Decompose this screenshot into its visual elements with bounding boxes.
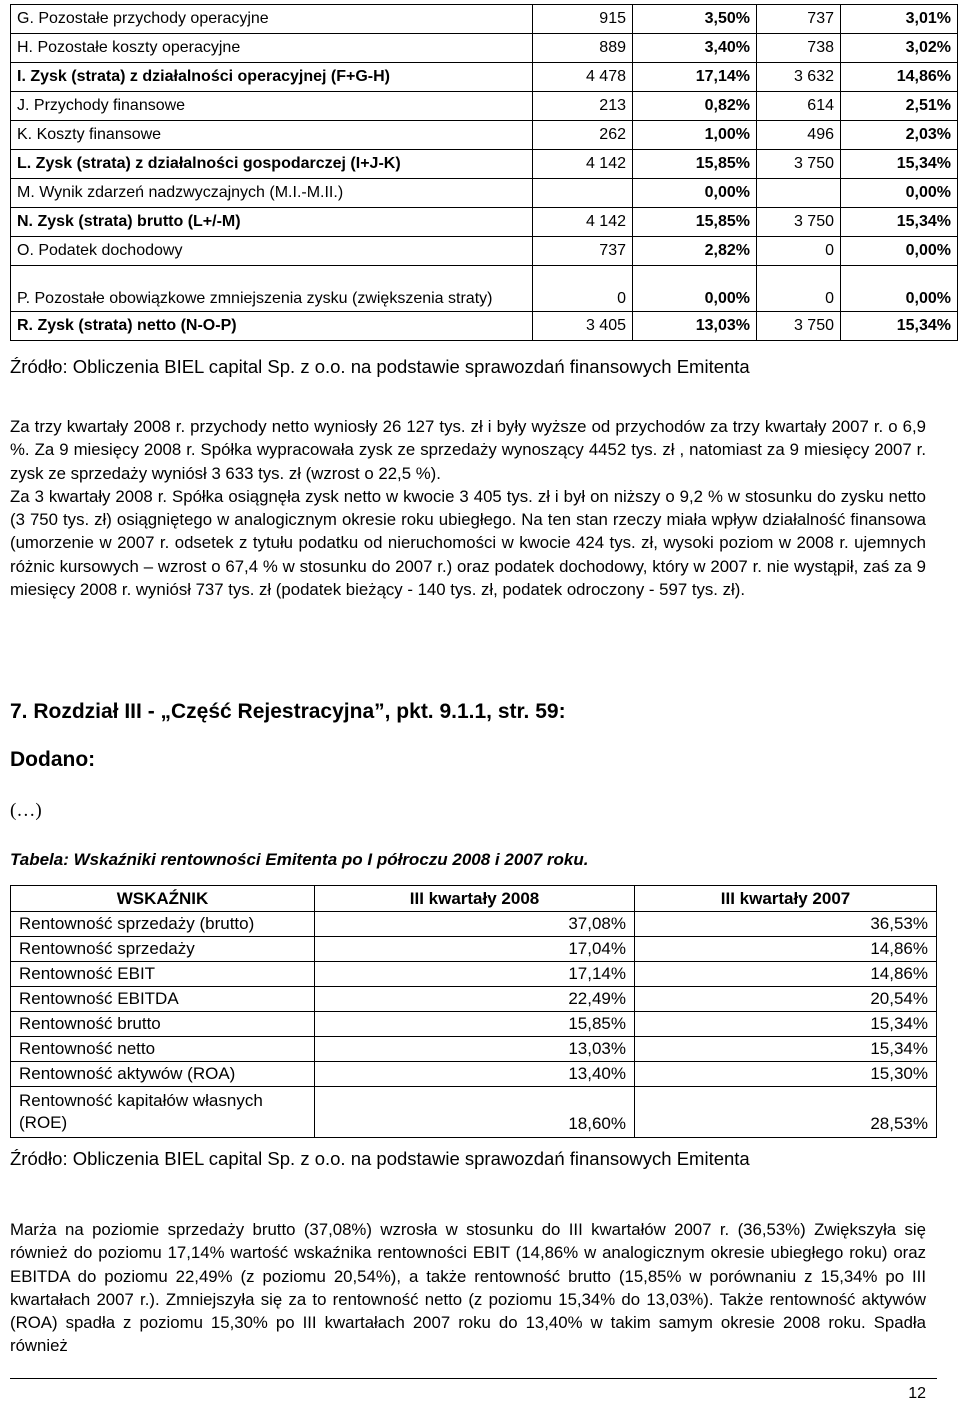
value-2007: 3 750	[757, 312, 841, 341]
share-2008: 15,85%	[633, 208, 757, 237]
table-header-row	[11, 886, 937, 912]
value-2007: 738	[757, 34, 841, 63]
table-row	[11, 63, 958, 92]
table-row	[11, 34, 958, 63]
share-2008: 13,03%	[633, 312, 757, 341]
results-paragraph	[10, 415, 926, 601]
indicator-name: Rentowność kapitałów własnych (ROE)	[11, 1087, 315, 1138]
value-2007: 496	[757, 121, 841, 150]
table-row	[11, 266, 958, 312]
value-2008: 3 405	[533, 312, 633, 341]
value-2007: 14,86%	[635, 937, 937, 962]
value-2007: 15,34%	[635, 1012, 937, 1037]
value-2007: 15,34%	[635, 1037, 937, 1062]
value-2008: 889	[533, 34, 633, 63]
value-2007	[757, 179, 841, 208]
paragraph-line: Za 3 kwartały 2008 r. Spółka osiągnęła zysk netto w kwocie 3 405 tys. zł i był on niższy o 9,2 % w stosunku do zysku netto (3 750 tys. zł) osiągniętego w analogicznym okresie roku ubiegłego. Na ten stan rzeczy miała wpływ działalność finansowa (umorzenie w 2007 r. odsetek z tytułu podatku od nieruchomości w kwocie 424 tys. zł, wysoki poziom w 2008 r. ujemnych różnic kursowych – wzrost o 67,4 % w stosunku do 2007 r.) oraz podatek dochodowy, który w 2007 r. nie wystąpił, zaś za 9 miesięcy 2008 r. wyniósł 737 tys. zł (podatek bieżący - 140 tys. zł, podatek odroczony - 597 tys. zł).	[10, 486, 926, 600]
table-row	[11, 987, 937, 1012]
share-2008: 0,82%	[633, 92, 757, 121]
share-2008: 1,00%	[633, 121, 757, 150]
row-label: H. Pozostałe koszty operacyjne	[11, 34, 533, 63]
share-2008: 3,50%	[633, 5, 757, 34]
added-label: Dodano:	[10, 748, 96, 771]
value-2008: 17,14%	[315, 962, 635, 987]
share-2007: 0,00%	[841, 179, 958, 208]
value-2008: 4 478	[533, 63, 633, 92]
table-row	[11, 1062, 937, 1087]
value-2007: 14,86%	[635, 962, 937, 987]
share-2008: 3,40%	[633, 34, 757, 63]
value-2007: 28,53%	[635, 1087, 937, 1138]
value-2008: 262	[533, 121, 633, 150]
source-note: Źródło: Obliczenia BIEL capital Sp. z o.o. na podstawie sprawozdań finansowych Emitenta	[10, 1148, 750, 1169]
value-2007: 737	[757, 5, 841, 34]
indicator-name: Rentowność sprzedaży	[11, 937, 315, 962]
value-2007: 0	[757, 266, 841, 312]
row-label: R. Zysk (strata) netto (N-O-P)	[11, 312, 533, 341]
value-2008: 37,08%	[315, 912, 635, 937]
share-2007: 3,02%	[841, 34, 958, 63]
table-row	[11, 937, 937, 962]
profitability-table	[10, 885, 937, 1138]
footer-rule	[10, 1378, 937, 1379]
share-2007: 15,34%	[841, 312, 958, 341]
row-label: L. Zysk (strata) z działalności gospodarczej (I+J-K)	[11, 150, 533, 179]
section-heading: 7. Rozdział III - „Część Rejestracyjna”, pkt. 9.1.1, str. 59:	[10, 700, 566, 723]
table-row	[11, 962, 937, 987]
source-note: Źródło: Obliczenia BIEL capital Sp. z o.o. na podstawie sprawozdań finansowych Emitenta	[10, 356, 750, 377]
table-row	[11, 1012, 937, 1037]
omission-marker: (…)	[10, 800, 42, 821]
value-2008: 22,49%	[315, 987, 635, 1012]
table-row	[11, 92, 958, 121]
indicator-name: Rentowność brutto	[11, 1012, 315, 1037]
table-row	[11, 121, 958, 150]
share-2007: 15,34%	[841, 150, 958, 179]
table-row	[11, 179, 958, 208]
share-2007: 0,00%	[841, 266, 958, 312]
value-2007: 20,54%	[635, 987, 937, 1012]
row-label: M. Wynik zdarzeń nadzwyczajnych (M.I.-M.II.)	[11, 179, 533, 208]
value-2007: 3 632	[757, 63, 841, 92]
value-2008: 4 142	[533, 150, 633, 179]
share-2007: 0,00%	[841, 237, 958, 266]
share-2007: 15,34%	[841, 208, 958, 237]
value-2008: 15,85%	[315, 1012, 635, 1037]
value-2008: 213	[533, 92, 633, 121]
table-row	[11, 1037, 937, 1062]
table-row	[11, 5, 958, 34]
row-label: I. Zysk (strata) z działalności operacyjnej (F+G-H)	[11, 63, 533, 92]
table-row	[11, 1087, 937, 1138]
row-label: O. Podatek dochodowy	[11, 237, 533, 266]
value-2008: 13,40%	[315, 1062, 635, 1087]
row-label: J. Przychody finansowe	[11, 92, 533, 121]
share-2008: 0,00%	[633, 179, 757, 208]
table-caption: Tabela: Wskaźniki rentowności Emitenta po I półroczu 2008 i 2007 roku.	[10, 850, 589, 869]
table-row	[11, 208, 958, 237]
value-2008: 17,04%	[315, 937, 635, 962]
value-2007: 3 750	[757, 208, 841, 237]
column-header: III kwartały 2007	[635, 886, 937, 912]
value-2008: 737	[533, 237, 633, 266]
share-2008: 0,00%	[633, 266, 757, 312]
indicator-name: Rentowność netto	[11, 1037, 315, 1062]
table-row	[11, 237, 958, 266]
page-number: 12	[908, 1385, 926, 1402]
value-2008: 13,03%	[315, 1037, 635, 1062]
indicator-name: Rentowność EBITDA	[11, 987, 315, 1012]
income-statement-table	[10, 4, 958, 341]
share-2007: 14,86%	[841, 63, 958, 92]
table-row	[11, 150, 958, 179]
row-label: G. Pozostałe przychody operacyjne	[11, 5, 533, 34]
share-2007: 2,51%	[841, 92, 958, 121]
table-row	[11, 312, 958, 341]
column-header: III kwartały 2008	[315, 886, 635, 912]
profitability-paragraph: Marża na poziomie sprzedaży brutto (37,08%) wzrosła w stosunku do III kwartałów 2007 r. (36,53%) Zwiększyła się również do poziomu 17,14% wartość wskaźnika rentowności EBIT (14,86% w analogicznym okresie ubiegłego roku) oraz EBITDA do poziomu 22,49% (z poziomu 20,54%), a także rentowność brutto (15,85% w porównaniu z 15,34% po III kwartałach 2007 r.). Zmniejszyła się za to rentowność netto (z poziomu 15,34% do 13,03%). Także rentowność aktywów (ROA) spadła z poziomu 15,30% po III kwartałach 2007 roku do 13,40% w takim samym okresie 2008 roku. Spadła również	[10, 1220, 926, 1356]
share-2008: 2,82%	[633, 237, 757, 266]
indicator-name: Rentowność sprzedaży (brutto)	[11, 912, 315, 937]
value-2008: 0	[533, 266, 633, 312]
value-2008: 915	[533, 5, 633, 34]
value-2007: 0	[757, 237, 841, 266]
row-label: K. Koszty finansowe	[11, 121, 533, 150]
value-2007: 614	[757, 92, 841, 121]
value-2007: 36,53%	[635, 912, 937, 937]
share-2008: 17,14%	[633, 63, 757, 92]
value-2007: 15,30%	[635, 1062, 937, 1087]
indicator-name: Rentowność EBIT	[11, 962, 315, 987]
share-2007: 3,01%	[841, 5, 958, 34]
column-header: WSKAŹNIK	[11, 886, 315, 912]
table-row	[11, 912, 937, 937]
value-2008	[533, 179, 633, 208]
paragraph-line: Za trzy kwartały 2008 r. przychody netto wyniosły 26 127 tys. zł i były wyższe od przychodów za trzy kwartały 2007 r. o 6,9 %. Za 9 miesięcy 2008 r. Spółka wypracowała zysk ze sprzedaży wynoszący 4452 tys. zł , natomiast za 9 miesięcy 2007 r. zysk ze sprzedaży wyniósł 3 633 tys. zł (wzrost o 22,5 %).	[10, 417, 926, 483]
indicator-name: Rentowność aktywów (ROA)	[11, 1062, 315, 1087]
row-label: P. Pozostałe obowiązkowe zmniejszenia zysku (zwiększenia straty)	[11, 266, 533, 312]
value-2007: 3 750	[757, 150, 841, 179]
share-2007: 2,03%	[841, 121, 958, 150]
row-label: N. Zysk (strata) brutto (L+/-M)	[11, 208, 533, 237]
value-2008: 4 142	[533, 208, 633, 237]
share-2008: 15,85%	[633, 150, 757, 179]
value-2008: 18,60%	[315, 1087, 635, 1138]
